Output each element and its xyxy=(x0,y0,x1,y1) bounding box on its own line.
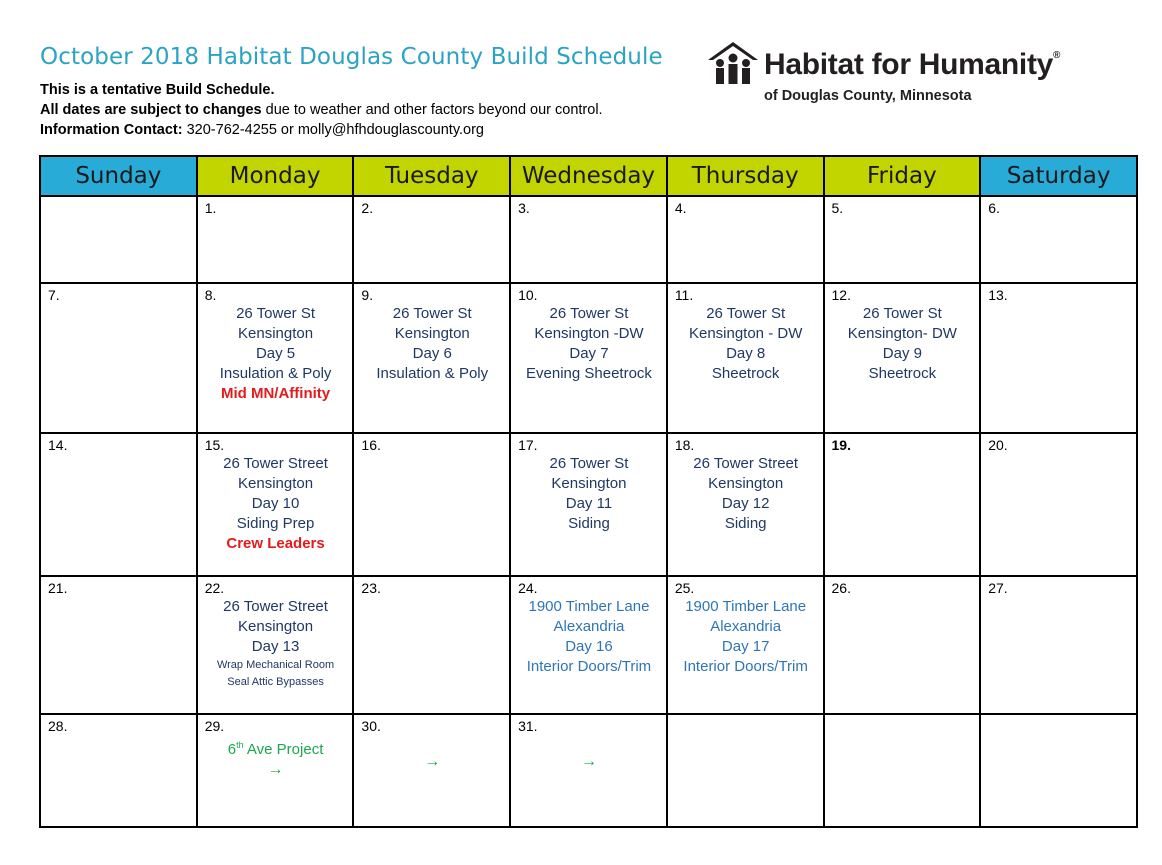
event-task: Insulation & Poly xyxy=(219,365,332,382)
day-cell xyxy=(980,283,1137,433)
day-cell xyxy=(197,196,354,283)
date-number: 27. xyxy=(988,580,1008,596)
date-number: 31. xyxy=(518,718,538,734)
header-sunday: Sunday xyxy=(40,156,197,196)
date-number: 22. xyxy=(204,580,225,596)
date-number: 23. xyxy=(361,580,381,596)
day-cell xyxy=(353,576,510,714)
logo-subtitle: of Douglas County, Minnesota xyxy=(764,88,972,104)
header-thursday: Thursday xyxy=(667,156,824,196)
day-cell xyxy=(197,714,354,827)
day-cell xyxy=(667,196,824,283)
day-cell xyxy=(353,283,510,433)
day-cell xyxy=(197,433,354,576)
event-city: Kensington xyxy=(551,475,627,492)
event-highlight: Crew Leaders xyxy=(226,535,325,552)
date-number: 12. xyxy=(831,287,851,303)
week-row xyxy=(40,714,1137,827)
habitat-logo xyxy=(706,40,1096,110)
weekday-header-row xyxy=(40,156,1137,196)
date-number: 26. xyxy=(831,580,851,596)
date-number: 5. xyxy=(831,200,844,216)
tentative-notice: This is a tentative Build Schedule. xyxy=(40,82,275,98)
event-address: 26 Tower Street xyxy=(223,598,328,615)
event-city: Kensington - DW xyxy=(688,325,803,342)
header-tuesday: Tuesday xyxy=(353,156,510,196)
day-cell xyxy=(667,714,824,827)
event-address: 26 Tower St xyxy=(549,455,629,472)
event-city: Alexandria xyxy=(710,618,782,635)
event-city: Kensington xyxy=(394,325,470,342)
event-address: 26 Tower St xyxy=(392,305,472,322)
date-number: 7. xyxy=(48,287,60,303)
event-day: Day 5 xyxy=(255,345,296,362)
event-city: Kensington -DW xyxy=(534,325,644,342)
event-day: Day 13 xyxy=(251,638,300,655)
date-number: 1. xyxy=(204,200,217,216)
week-row xyxy=(40,576,1137,714)
date-number: 20. xyxy=(988,437,1008,453)
continue-arrow-icon: → xyxy=(267,761,284,778)
day-cell xyxy=(197,283,354,433)
event-address: 26 Tower St xyxy=(236,305,316,322)
day-cell xyxy=(824,433,981,576)
day-cell xyxy=(824,714,981,827)
continue-arrow-icon: → xyxy=(580,753,597,770)
event-day: Day 11 xyxy=(565,495,613,512)
day-cell xyxy=(980,576,1137,714)
page-title: October 2018 Habitat Douglas County Build Schedule xyxy=(40,44,663,70)
schedule-info xyxy=(40,80,603,140)
date-number: 10. xyxy=(518,287,538,303)
date-number: 2. xyxy=(361,200,374,216)
day-cell xyxy=(824,576,981,714)
day-cell xyxy=(510,576,667,714)
event-address: 1900 Timber Lane xyxy=(528,598,650,615)
header-wednesday: Wednesday xyxy=(510,156,667,196)
date-number: 24. xyxy=(518,580,538,596)
event-task: Siding Prep xyxy=(236,515,315,532)
event-address: 26 Tower Street xyxy=(693,455,799,472)
continue-arrow-icon: → xyxy=(424,753,441,770)
event-address: 26 Tower Street xyxy=(223,455,328,472)
event-address: 26 Tower St xyxy=(862,305,942,322)
day-cell xyxy=(353,714,510,827)
logo-name: Habitat for Humanity® xyxy=(764,48,1061,81)
day-cell xyxy=(510,714,667,827)
day-cell xyxy=(510,283,667,433)
event-task: Interior Doors/Trim xyxy=(683,658,808,675)
event-address: 26 Tower St xyxy=(706,305,786,322)
event-task: Evening Sheetrock xyxy=(526,365,652,382)
house-people-icon xyxy=(706,40,760,86)
day-cell xyxy=(197,576,354,714)
event-task: Seal Attic Bypasses xyxy=(227,676,324,688)
day-cell xyxy=(40,576,197,714)
day-cell xyxy=(980,714,1137,827)
event-day: Day 12 xyxy=(721,495,770,512)
date-number: 21. xyxy=(48,580,68,596)
event-city: Kensington- DW xyxy=(847,325,957,342)
day-cell xyxy=(353,196,510,283)
day-cell xyxy=(510,433,667,576)
day-cell xyxy=(40,714,197,827)
header-saturday: Saturday xyxy=(980,156,1137,196)
date-number: 14. xyxy=(48,437,68,453)
day-cell xyxy=(40,196,197,283)
week-row xyxy=(40,433,1137,576)
date-number: 15. xyxy=(204,437,225,453)
date-number: 16. xyxy=(361,437,381,453)
event-day: Day 8 xyxy=(726,345,766,362)
contact-info: Information Contact: 320-762-4255 or molly@hfhdouglascounty.org xyxy=(40,122,484,138)
event-task: Insulation & Poly xyxy=(376,365,489,382)
event-task: Siding xyxy=(724,515,767,532)
date-number: 30. xyxy=(361,718,381,734)
day-cell xyxy=(667,433,824,576)
date-number: 8. xyxy=(204,287,217,303)
day-cell xyxy=(40,283,197,433)
day-cell xyxy=(980,433,1137,576)
week-row xyxy=(40,196,1137,283)
event-task: Sheetrock xyxy=(711,365,780,382)
day-cell xyxy=(824,283,981,433)
calendar-table xyxy=(39,155,1138,828)
event-day: Day 7 xyxy=(569,345,609,362)
event-city: Kensington xyxy=(238,618,314,635)
day-cell xyxy=(980,196,1137,283)
event-task: Wrap Mechanical Room xyxy=(216,659,335,671)
change-notice: All dates are subject to changes due to weather and other factors beyond our control. xyxy=(40,102,603,118)
date-number: 3. xyxy=(518,200,530,216)
event-day: Day 17 xyxy=(721,638,770,655)
event-address: 26 Tower St xyxy=(549,305,629,322)
date-number: 25. xyxy=(674,580,695,596)
event-city: Kensington xyxy=(238,325,314,342)
event-city: Alexandria xyxy=(553,618,625,635)
date-number: 4. xyxy=(674,200,687,216)
header-friday: Friday xyxy=(824,156,981,196)
event-city: Kensington xyxy=(708,475,784,492)
day-cell xyxy=(667,283,824,433)
date-number: 18. xyxy=(674,437,695,453)
date-number: 6. xyxy=(988,200,1000,216)
day-cell xyxy=(667,576,824,714)
day-cell xyxy=(40,433,197,576)
day-cell xyxy=(353,433,510,576)
date-number: 28. xyxy=(48,718,68,734)
header-monday: Monday xyxy=(197,156,354,196)
event-day: Day 6 xyxy=(412,345,452,362)
event-highlight: Mid MN/Affinity xyxy=(220,385,331,402)
day-cell xyxy=(510,196,667,283)
date-number: 13. xyxy=(988,287,1008,303)
day-cell xyxy=(824,196,981,283)
week-row xyxy=(40,283,1137,433)
event-day: Day 16 xyxy=(565,638,613,655)
event-project: 6th Ave Project xyxy=(227,740,324,758)
date-number: 29. xyxy=(204,718,225,734)
event-day: Day 10 xyxy=(251,495,300,512)
date-number: 9. xyxy=(361,287,374,303)
event-address: 1900 Timber Lane xyxy=(685,598,807,615)
event-task: Sheetrock xyxy=(868,365,937,382)
date-number: 17. xyxy=(518,437,538,453)
event-task: Siding xyxy=(568,515,610,532)
event-city: Kensington xyxy=(238,475,314,492)
event-task: Interior Doors/Trim xyxy=(526,658,652,675)
date-number: 11. xyxy=(674,287,694,303)
date-number: 19. xyxy=(831,437,851,453)
event-day: Day 9 xyxy=(882,345,922,362)
